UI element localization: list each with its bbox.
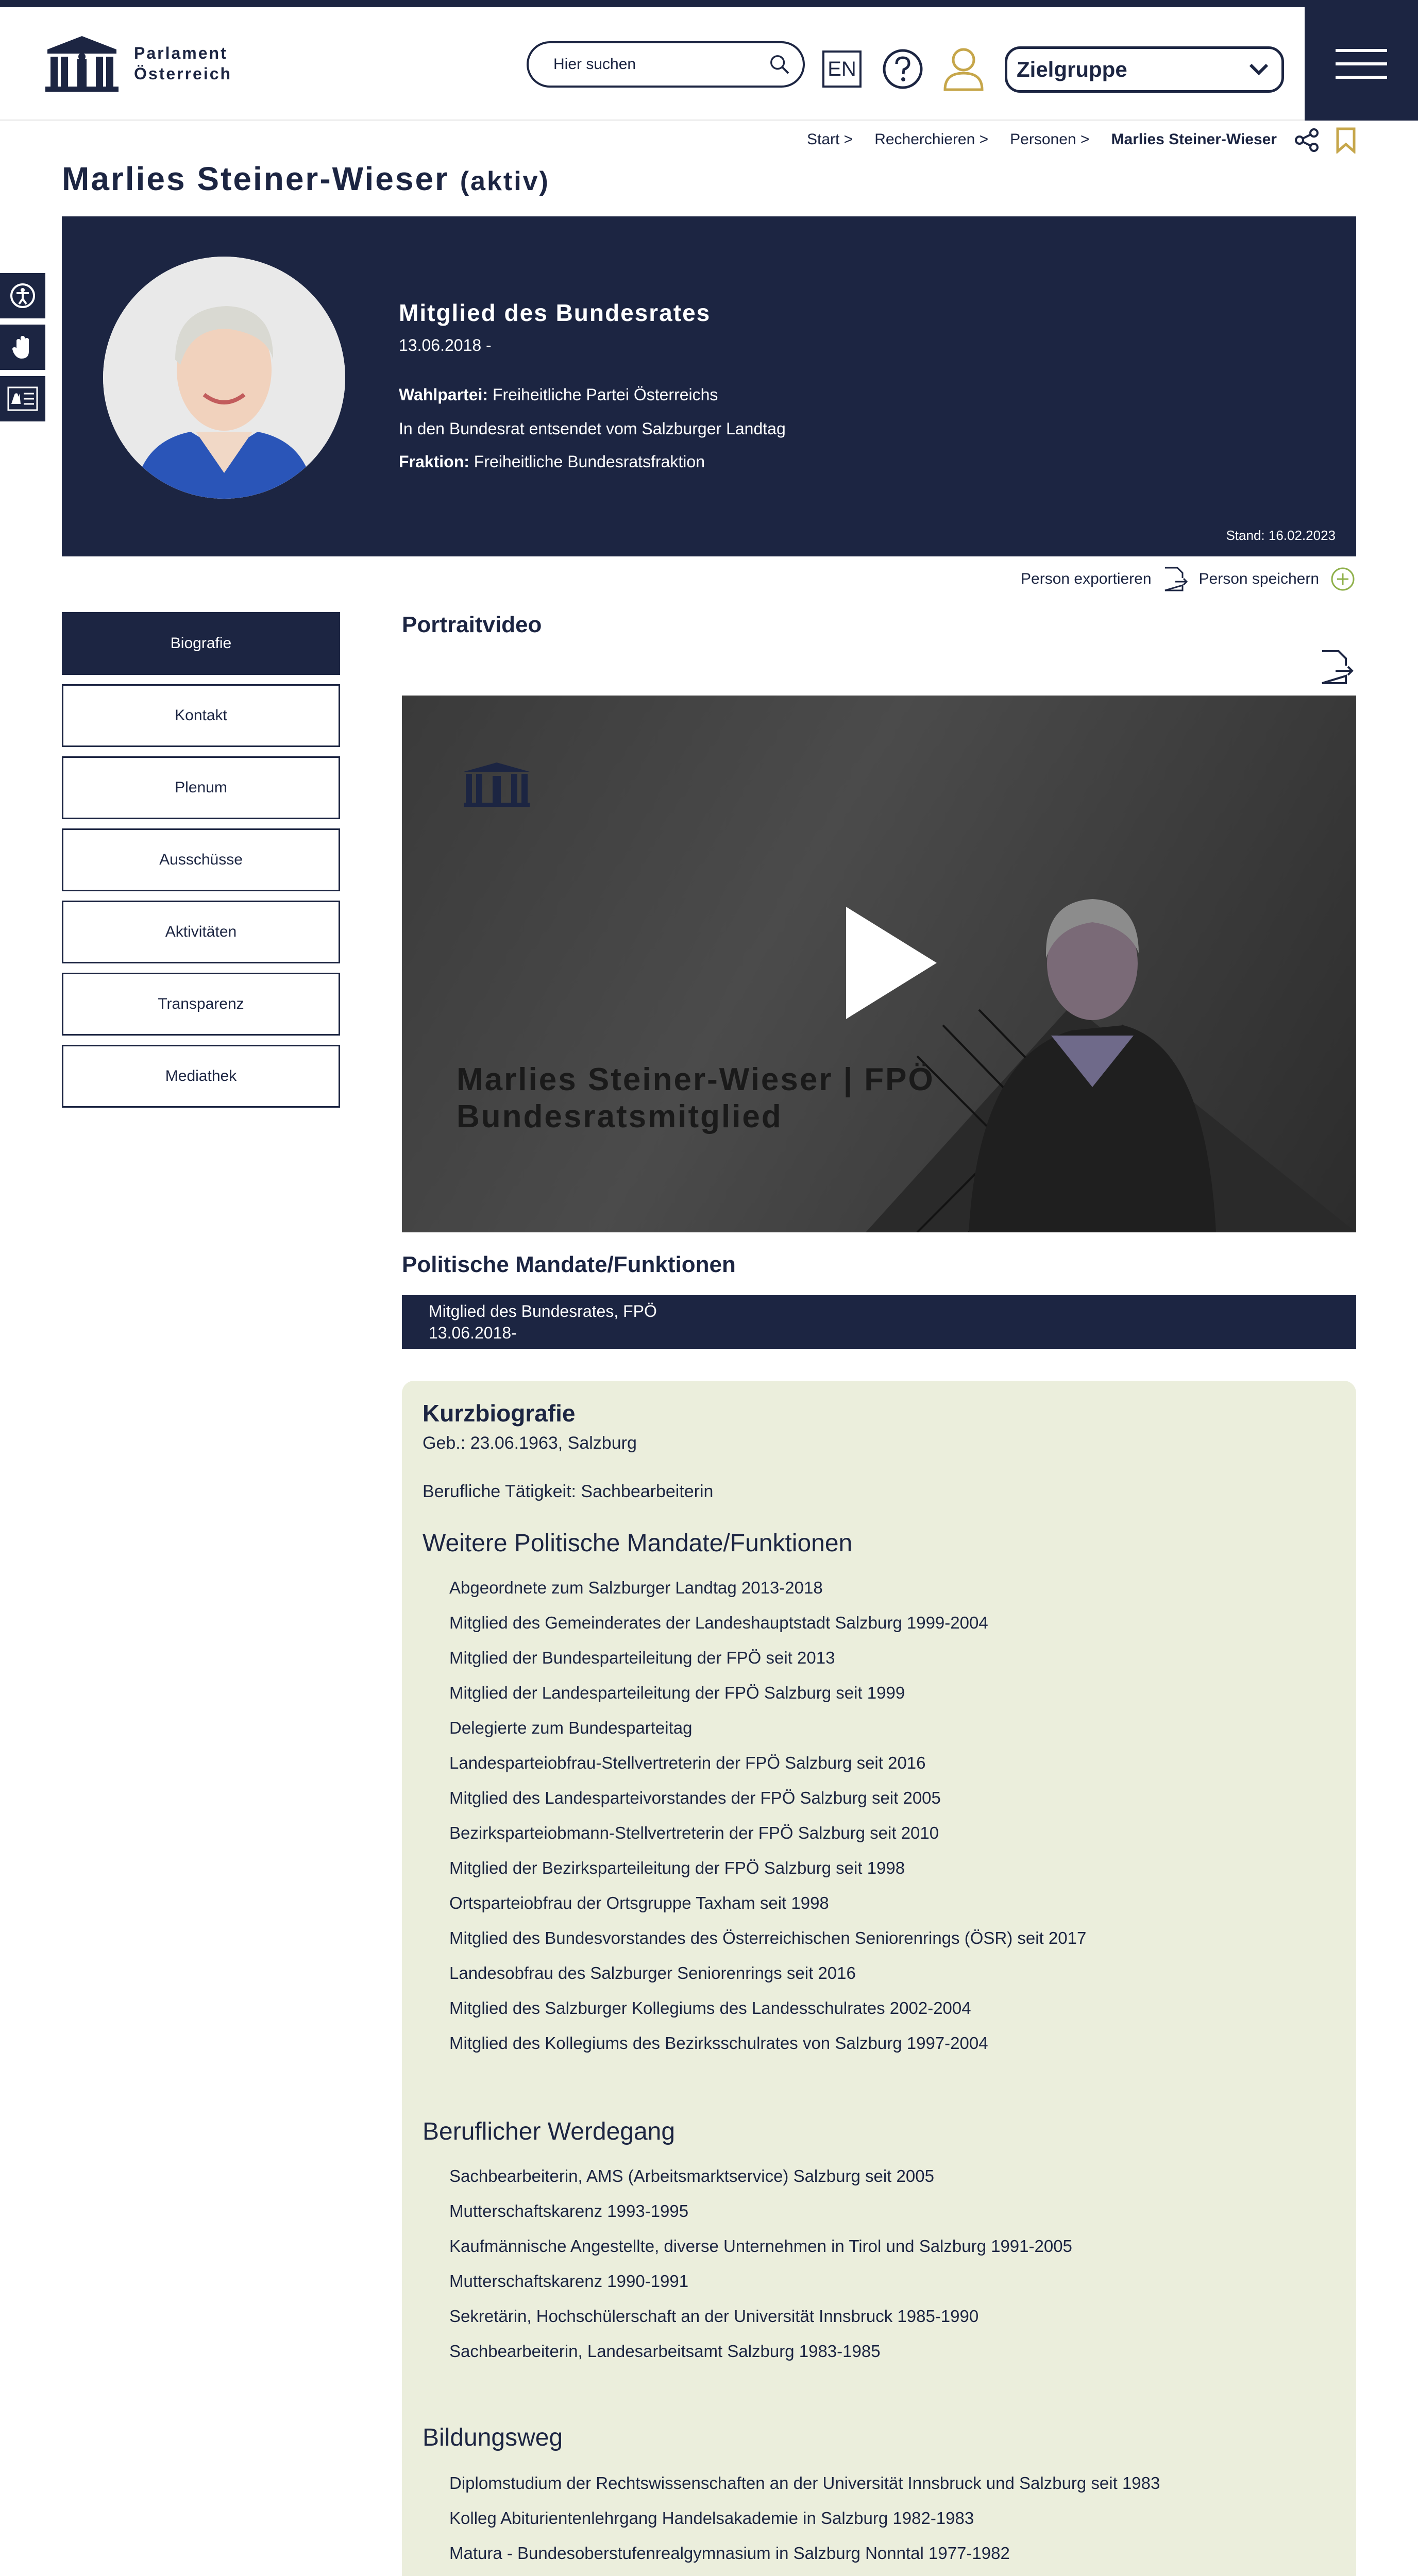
language-toggle[interactable]: EN (822, 50, 862, 88)
help-icon[interactable] (882, 48, 923, 90)
mandate-line2: 13.06.2018- (429, 1324, 517, 1342)
accessibility-tool[interactable] (0, 273, 45, 318)
nav-kontakt[interactable]: Kontakt (62, 684, 340, 747)
export-icon[interactable] (1162, 566, 1189, 592)
profile-role: Mitglied des Bundesrates (399, 299, 711, 326)
sign-language-tool[interactable] (0, 325, 45, 370)
video-player[interactable] (402, 696, 1356, 1232)
profile-entsendet: In den Bundesrat entsendet vom Salzburger Landtag (399, 419, 786, 438)
list-item: Sachbearbeiterin, Landesarbeitsamt Salzburg 1983-1985 (449, 2342, 881, 2361)
nav-ausschuesse[interactable]: Ausschüsse (62, 828, 340, 891)
save-person-label[interactable]: Person speichern (1198, 570, 1319, 587)
mandate-line1: Mitglied des Bundesrates, FPÖ (429, 1302, 657, 1320)
list-item: Mitglied des Bundesvorstandes des Österreichischen Seniorenrings (ÖSR) seit 2017 (449, 1928, 1087, 1947)
fraktion-value: Freiheitliche Bundesratsfraktion (474, 452, 705, 471)
video-title: Marlies Steiner-Wieser | FPÖ (457, 1062, 935, 1097)
parliament-building-icon (43, 34, 121, 93)
list-item: Kaufmännische Angestellte, diverse Unternehmen in Tirol und Salzburg 1991-2005 (449, 2236, 1072, 2256)
stand-date: Stand: 16.02.2023 (1226, 528, 1336, 543)
wahlpartei-value: Freiheitliche Partei Österreichs (492, 385, 718, 404)
search-icon[interactable] (769, 53, 790, 76)
list-item: Sachbearbeiterin, AMS (Arbeitsmarktservice) Salzburg seit 2005 (449, 2166, 934, 2185)
menu-icon (1336, 49, 1387, 52)
list-item: Sekretärin, Hochschülerschaft an der Universität Innsbruck 1985-1990 (449, 2307, 979, 2326)
mandate-heading: Politische Mandate/Funktionen (402, 1252, 736, 1277)
berufliche-taetigkeit: Berufliche Tätigkeit: Sachbearbeiterin (423, 1482, 714, 1501)
weitere-mandate-heading: Weitere Politische Mandate/Funktionen (423, 1530, 853, 1557)
list-item: Kolleg Abiturientenlehrgang Handelsakademie in Salzburg 1982-1983 (449, 2509, 974, 2528)
header (0, 7, 1418, 121)
list-item: Landesparteiobfrau-Stellvertreterin der FPÖ Salzburg seit 2016 (449, 1753, 926, 1772)
mandate-box (402, 1295, 1356, 1349)
accessibility-icon (9, 282, 36, 309)
share-icon[interactable] (1294, 128, 1319, 152)
logo-text (134, 43, 232, 84)
plus-circle-icon[interactable] (1329, 566, 1356, 592)
breadcrumb-recherchieren[interactable]: Recherchieren > (874, 131, 989, 148)
list-item: Mitglied des Kollegiums des Bezirksschulrates von Salzburg 1997-2004 (449, 2033, 988, 2053)
werdegang-heading: Beruflicher Werdegang (423, 2118, 676, 2145)
profile-panel (62, 216, 1356, 556)
logo-line2: Österreich (134, 64, 232, 83)
list-item: Mutterschaftskarenz 1990-1991 (449, 2272, 689, 2291)
top-strip (0, 0, 1418, 7)
profile-since: 13.06.2018 - (399, 336, 492, 354)
nav-biografie[interactable]: Biografie (62, 612, 340, 675)
nav-transparenz[interactable]: Transparenz (62, 973, 340, 1036)
profile-wahlpartei (399, 385, 718, 404)
person-name: Marlies Steiner-Wieser (62, 160, 449, 197)
zielgruppe-label: Zielgruppe (1017, 57, 1127, 81)
bookmark-icon[interactable] (1336, 127, 1356, 154)
list-item: Matura - Bundesoberstufenrealgymnasium in Salzburg Nonntal 1977-1982 (449, 2544, 1010, 2563)
parliament-logo[interactable] (43, 34, 232, 93)
list-item: Diplomstudium der Rechtswissenschaften an der Universität Innsbruck und Salzburg seit 1983 (449, 2473, 1160, 2493)
easy-language-tool[interactable] (0, 376, 45, 421)
list-item: Ortsparteiobfrau der Ortsgruppe Taxham seit 1998 (449, 1893, 829, 1912)
list-item: Landesobfrau des Salzburger Seniorenrings seit 2016 (449, 1963, 856, 1982)
menu-icon-bar (1336, 62, 1387, 65)
page-title (62, 160, 550, 198)
zielgruppe-select[interactable] (1005, 46, 1284, 93)
export-person-label[interactable]: Person exportieren (1021, 570, 1152, 587)
video-subtitle: Bundesratsmitglied (457, 1099, 783, 1134)
list-item: Mitglied des Gemeinderates der Landeshauptstadt Salzburg 1999-2004 (449, 1613, 988, 1632)
portrait-image (103, 257, 345, 499)
weitere-mandate-list (449, 1570, 1086, 2061)
nav-mediathek[interactable]: Mediathek (62, 1045, 340, 1108)
search-box (527, 41, 805, 88)
list-item: Mitglied der Landesparteileitung der FPÖ Salzburg seit 1999 (449, 1683, 905, 1702)
kurzbiografie-heading: Kurzbiografie (423, 1400, 576, 1427)
portraitvideo-heading: Portraitvideo (402, 612, 542, 637)
easy-language-icon (7, 385, 38, 412)
biography-card (402, 1381, 1356, 2576)
geburtsdatum: Geb.: 23.06.1963, Salzburg (423, 1433, 637, 1453)
list-item: Mitglied der Bezirksparteileitung der FPÖ Salzburg seit 1998 (449, 1858, 905, 1877)
person-nav (62, 612, 340, 1117)
breadcrumb-personen[interactable]: Personen > (1010, 131, 1090, 148)
fraktion-label: Fraktion: (399, 452, 469, 471)
export-icon[interactable] (1318, 649, 1354, 685)
list-item (449, 2571, 1160, 2576)
wahlpartei-label: Wahlpartei: (399, 385, 488, 404)
logo-line1: Parlament (134, 44, 228, 62)
list-item: Mitglied der Bundesparteileitung der FPÖ seit 2013 (449, 1648, 835, 1667)
person-actions (1021, 566, 1356, 592)
profile-fraktion (399, 452, 705, 471)
werdegang-list (449, 2159, 1072, 2369)
bildungsweg-heading: Bildungsweg (423, 2424, 563, 2451)
breadcrumb-start[interactable]: Start > (806, 131, 853, 148)
menu-button[interactable] (1305, 7, 1418, 121)
list-item: Bezirksparteiobmann-Stellvertreterin der FPÖ Salzburg seit 2010 (449, 1823, 939, 1842)
list-item: Mitglied des Salzburger Kollegiums des Landesschulrates 2002-2004 (449, 1998, 971, 2018)
search-input[interactable] (553, 56, 769, 73)
breadcrumb-current: Marlies Steiner-Wieser (1111, 131, 1277, 148)
list-item: Delegierte zum Bundesparteitag (449, 1718, 693, 1737)
menu-icon-bar (1336, 76, 1387, 79)
list-item: Mitglied des Landesparteivorstandes der FPÖ Salzburg seit 2005 (449, 1788, 941, 1807)
nav-plenum[interactable]: Plenum (62, 756, 340, 819)
nav-aktivitaeten[interactable]: Aktivitäten (62, 901, 340, 963)
chevron-down-icon (1248, 63, 1269, 76)
list-item: Abgeordnete zum Salzburger Landtag 2013-2018 (449, 1578, 823, 1597)
avatar (103, 257, 345, 499)
hand-icon (9, 334, 36, 361)
person-status: (aktiv) (460, 166, 550, 196)
list-item: Mutterschaftskarenz 1993-1995 (449, 2201, 689, 2221)
user-icon[interactable] (942, 46, 985, 92)
play-icon[interactable] (846, 907, 937, 1019)
breadcrumb (807, 131, 1277, 148)
bildungsweg-list (449, 2466, 1160, 2576)
